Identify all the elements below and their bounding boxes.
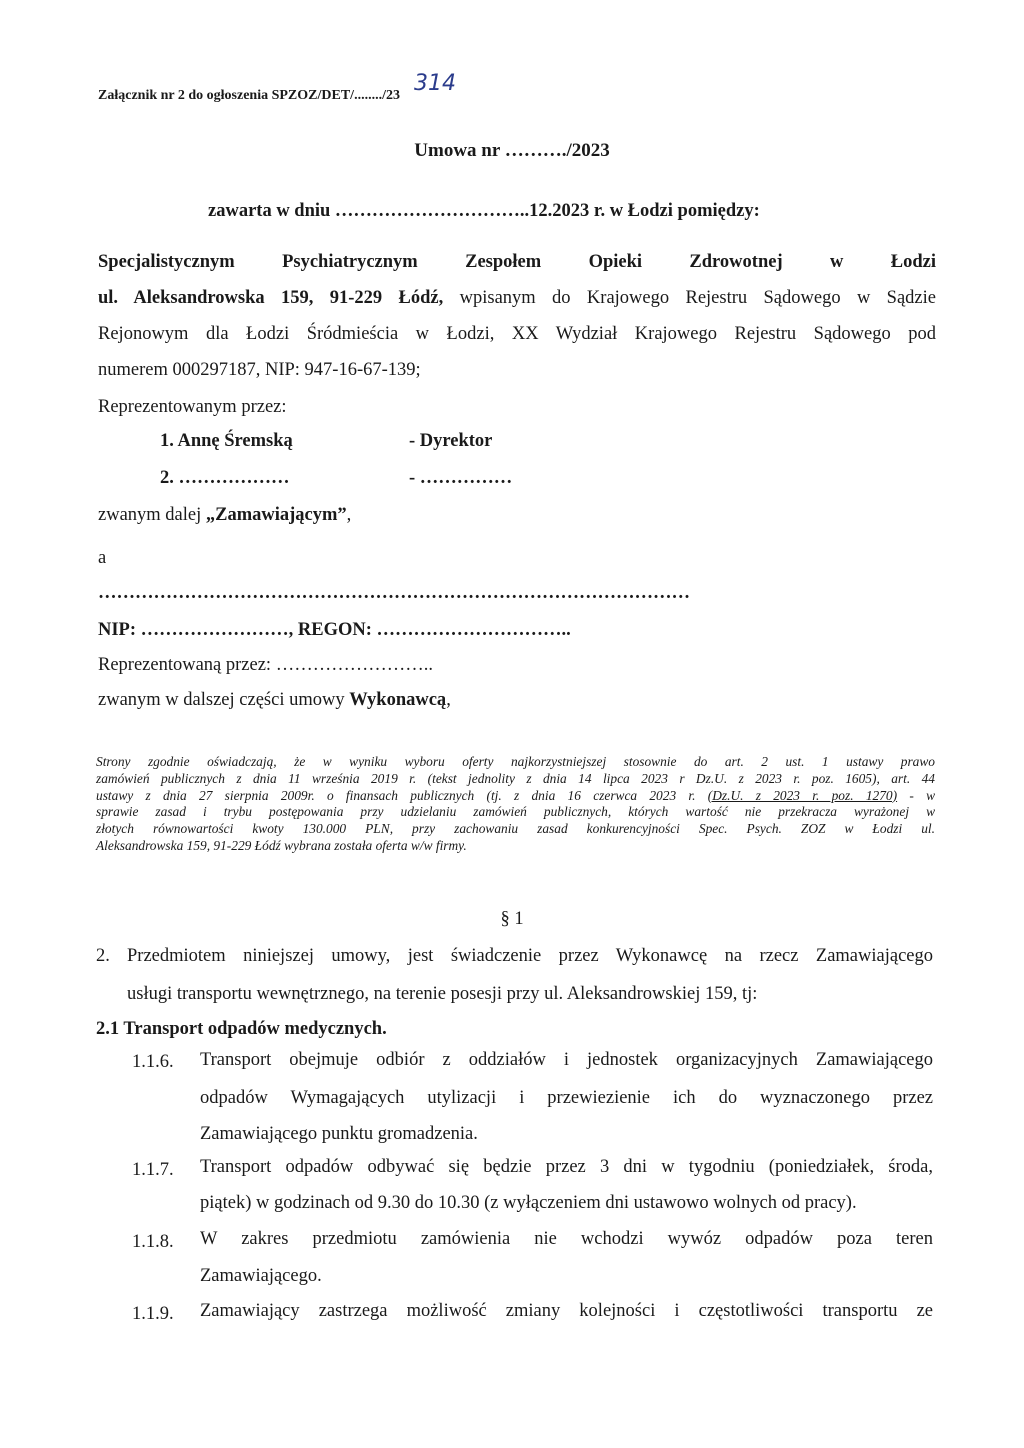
subitem-number: 1.1.8. [132,1232,174,1252]
item-text: Przedmiotem niniejszej umowy, jest świadczenie przez Wykonawcę na rzecz Zamawiającego [127,946,933,966]
subitem-text: Zamawiający zastrzega możliwość zmiany kolejności i częstotliwości transportu ze [200,1301,933,1321]
called-prefix: zwanym w dalszej części umowy [98,690,350,710]
annex-dots: ....... [354,88,379,103]
party-word: Opieki [588,252,643,272]
representative-1-role: - Dyrektor [409,431,493,451]
first-party-called [98,505,936,526]
notice-text: - w [897,787,936,803]
handwritten-number: 314 [414,71,456,96]
party-word: Psychiatrycznym [282,252,418,272]
address-bold: ul. Aleksandrowska 159, 91-229 Łódź, [98,288,444,308]
called-prefix: zwanym dalej [98,505,206,525]
second-party-called [98,690,936,711]
contract-title: Umowa nr ………./2023 [414,140,610,161]
notice-line: Strony zgodnie oświadczają, że w wyniku wyboru oferty najkorzystniejszej stosownie do art. 2 ust. 1 ustawy prawo [96,754,935,769]
subitem-text: Transport odpadów odbywać się będzie przez 3 dni w tygodniu (poniedziałek, środa, [200,1157,933,1177]
party-word: Zespołem [465,252,542,272]
subitem-text: W zakres przedmiotu zamówienia nie wchodzi wywóz odpadów poza teren [200,1229,933,1249]
annex-prefix: Załącznik nr 2 do ogłoszenia SPZOZ/DET/ [98,88,355,103]
first-party-address [98,288,936,309]
notice-line: sprawie zasad i trybu postępowania przy udzielaniu zamówień publicznych, których wartość nie przekracza wyrażonej w [96,804,935,820]
first-party-nip: numerem 000297187, NIP: 947-16-67-139; [98,360,421,380]
legal-reference-link: (Dz.U. z 2023 r. poz. 1270) [707,787,898,803]
item-text: usługi transportu wewnętrznego, na terenie posesji przy ul. Aleksandrowskiej 159, tj: [127,984,758,1004]
subitem-text: Transport obejmuje odbiór z oddziałów i jednostek organizacyjnych Zamawiającego [200,1050,933,1070]
annex-suffix: ./23 [378,88,400,103]
second-party-nip-regon: NIP: ……………………, REGON: ………………………….. [98,620,571,640]
represented-by-label: Reprezentowanym przez: [98,397,287,417]
notice-line: zamówień publicznych z dnia 11 września 2019 r. (tekst jednolity z dnia 14 lipca 2023 r Dz.U. z 2023 r. poz. 1605), art. 44 [96,770,935,786]
subitem-number: 1.1.6. [132,1052,174,1072]
first-party-register: Rejonowym dla Łodzi Śródmieścia w Łodzi, XX Wydział Krajowego Rejestru Sądowego pod [98,324,936,344]
subitem-text: odpadów Wymagających utylizacji i przewiezienie ich do wyznaczonego przez [200,1088,933,1108]
legal-notice [96,754,935,855]
representative-2-role: - …………… [409,468,513,488]
item-number: 2. [96,946,110,966]
party-word: Specjalistycznym [98,252,235,272]
conjunction: a [98,548,107,568]
second-party-placeholder: …………………………………………………………………………………… [98,583,690,603]
annex-header [98,71,456,104]
party-word: w [830,252,844,272]
concluded-line: zawarta w dniu …………………………..12.2023 r. w Łodzi pomiędzy: [208,201,760,221]
notice-line: Aleksandrowska 159, 91-229 Łódź wybrana została oferta w/w firmy. [96,837,467,853]
subitem-text: Zamawiającego. [200,1266,322,1286]
subitem-number: 1.1.7. [132,1160,174,1180]
called-suffix: , [446,690,451,710]
called-name: Wykonawcą [349,690,447,710]
called-name: „Zamawiającym” [205,505,347,525]
notice-line [96,788,935,805]
notice-line: złotych równowartości kwoty 130.000 PLN, przy zachowaniu zasad konkurencyjności Spec. Psych. ZOZ w Łodzi ul. [96,821,935,837]
party-word: Zdrowotnej [689,252,783,272]
representative-2-name: 2. ……………… [160,468,290,488]
party-word: Łodzi [890,252,936,272]
second-party-represented: Reprezentowaną przez: …………………….. [98,655,433,675]
address-rest: wpisanym do Krajowego Rejestru Sądowego w Sądzie [443,288,936,308]
representative-1-name: 1. Annę Śremską [160,431,293,451]
notice-text: ustawy z dnia 27 sierpnia 2009r. o finansach publicznych (tj. z dnia 16 czerwca 2023 r. [96,787,708,803]
subitem-number: 1.1.9. [132,1304,174,1324]
first-party-name [98,252,936,273]
section-heading: § 1 [500,909,524,929]
subitem-text: piątek) w godzinach od 9.30 do 10.30 (z wyłączeniem dni ustawowo wolnych od pracy). [200,1193,857,1213]
subsection-heading: 2.1 Transport odpadów medycznych. [96,1019,387,1039]
subitem-text: Zamawiającego punktu gromadzenia. [200,1124,478,1144]
called-suffix: , [346,505,352,525]
